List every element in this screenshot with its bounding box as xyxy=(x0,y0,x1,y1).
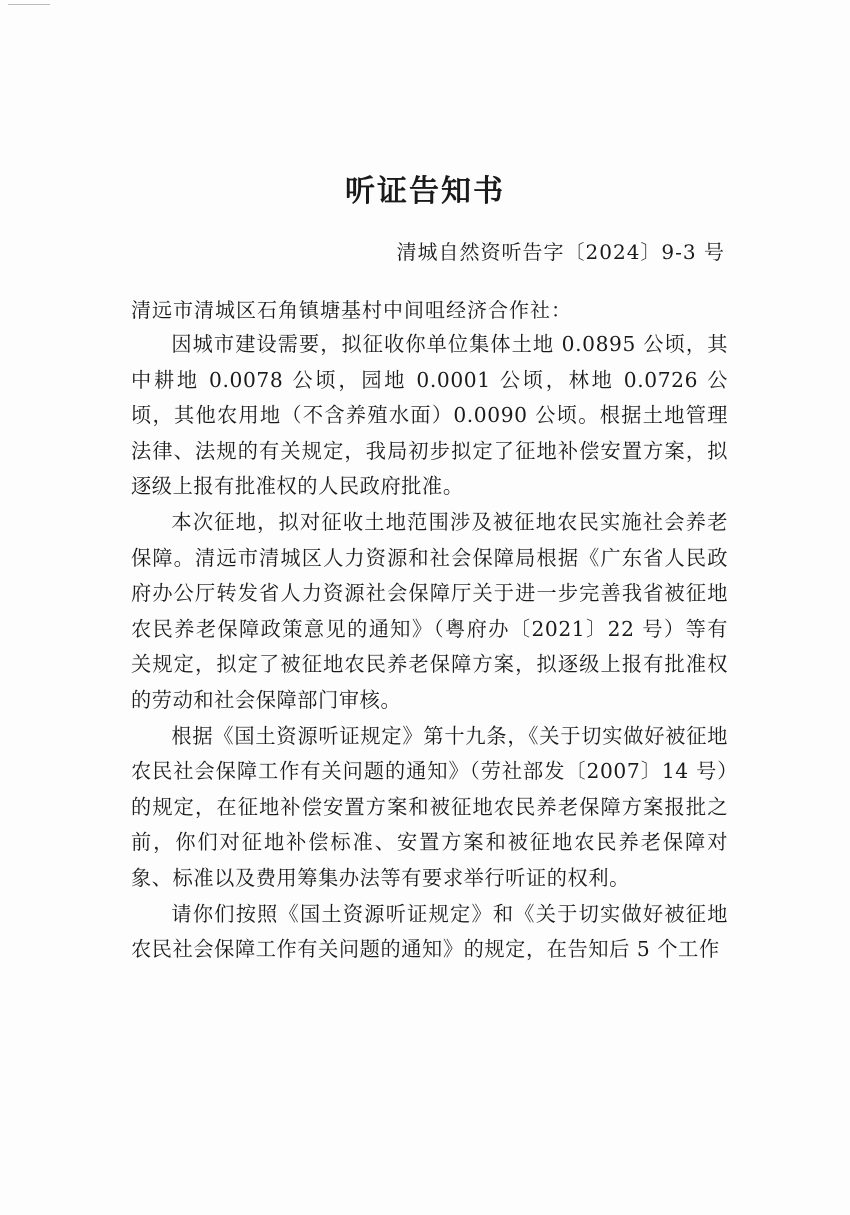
document-number: 清城自然资听告字〔2024〕9-3 号 xyxy=(396,240,725,264)
paragraph-hearing-request: 请你们按照《国土资源听证规定》和《关于切实做好被征地农民社会保障工作有关问题的通知》的规定，在告知后 5 个工作 xyxy=(131,901,728,962)
addressee: 清远市清城区石角镇塘基村中间咀经济合作社： xyxy=(131,298,572,322)
document-title: 听证告知书 xyxy=(345,174,505,209)
body-text xyxy=(131,327,728,968)
paragraph-hearing-rights: 根据《国土资源听证规定》第十九条，《关于切实做好被征地农民社会保障工作有关问题的通知》（劳社部发〔2007〕14 号）的规定，在征地补偿安置方案和被征地农民养老保障方案报批之前，你们对征地补偿标准、安置方案和被征地农民养老保障对象、标准以及费用筹集办法等有要求举行听证的权利。 xyxy=(131,723,728,890)
scan-edge-mark xyxy=(8,4,50,5)
paragraph-pension-security: 本次征地，拟对征收土地范围涉及被征地农民实施社会养老保障。清远市清城区人力资源和社会保障局根据《广东省人民政府办公厅转发省人力资源社会保障厅关于进一步完善我省被征地农民养老保障政策意见的通知》（粤府办〔2021〕22 号）等有关规定，拟定了被征地农民养老保障方案，拟逐级上报有批准权的劳动和社会保障部门审核。 xyxy=(131,509,728,712)
paragraph-land-acquisition: 因城市建设需要，拟征收你单位集体土地 0.0895 公顷，其中耕地 0.0078 公顷，园地 0.0001 公顷，林地 0.0726 公顷，其他农用地（不含养殖水面）0.0090 公顷。根据土地管理法律、法规的有关规定，我局初步拟定了征地补偿安置方案，拟逐级上报有批准权的人民政府批准。 xyxy=(131,332,728,499)
